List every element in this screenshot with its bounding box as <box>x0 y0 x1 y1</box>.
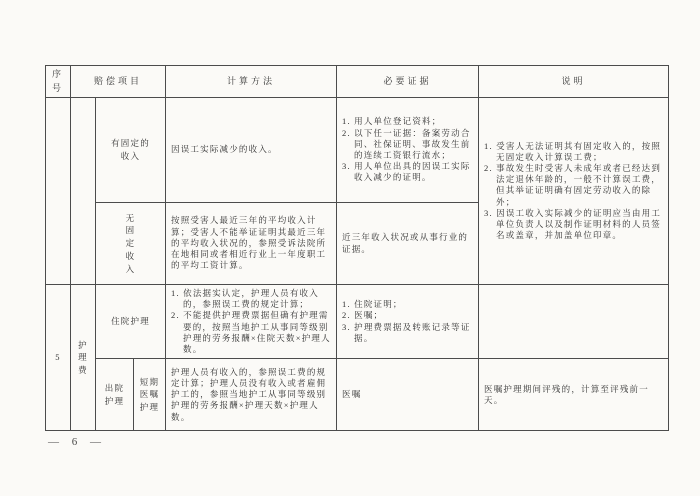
compensation-table <box>45 65 669 431</box>
evidence-item: 1. 住院证明； <box>342 299 403 310</box>
cell-method-fixed-income: 因误工实际减少的收入。 <box>166 98 337 203</box>
cell-label-fixed-income: 有固定的收入 <box>96 98 166 203</box>
col-header-serial <box>46 66 71 98</box>
note-item: 2. 事故发生时受害人未成年或者已经达到法定退休年龄的，一般不计算误工费，但其举证证明确有固定劳动收入的除外； <box>484 162 662 207</box>
cell-label-hospital-nursing: 住院护理 <box>96 285 166 359</box>
cell-note-lost-income <box>479 98 669 285</box>
page-number: — 6 — <box>48 436 106 448</box>
note-item: 1. 受害人无法证明其有固定收入的，按照无固定收入计算误工费； <box>484 140 662 162</box>
cell-category-empty <box>71 98 96 285</box>
cell-category-nursing-fee: 护理费 <box>71 285 96 431</box>
cell-note-hospital-nursing-empty <box>479 285 669 359</box>
cell-serial-5: 5 <box>46 285 71 431</box>
row-fixed-income <box>46 98 669 203</box>
col-header-evidence: 必要证据 <box>337 66 479 98</box>
cell-method-unfixed-income: 按照受害人最近三年的平均收入计算；受害人不能举证证明其最近三年的平均收入状况的，参照受诉法院所在地相同或者相近行业上一年度职工的平均工资计算。 <box>166 203 337 285</box>
cell-label-shortterm-order-nursing: 短期医嘱护理 <box>134 359 166 431</box>
evidence-item: 3. 用人单位出具的因误工实际收入减少的证明。 <box>342 161 471 183</box>
cell-evidence-discharge-nursing: 医嘱 <box>337 359 479 431</box>
note-item: 3. 因误工收入实际减少的证明应当由用工单位负责人以及制作证明材料的人员签名或盖章，并加盖单位印章。 <box>484 207 662 241</box>
cell-label-unfixed-income: 无固定收入 <box>96 203 166 285</box>
cell-method-discharge-nursing: 护理人员有收入的，参照误工费的规定计算；护理人员没有收入或者雇佣护工的，参照当地护工从事同等级别护理的劳务报酬×护理天数×护理人数。 <box>166 359 337 431</box>
col-header-item: 赔偿项目 <box>71 66 166 98</box>
cell-note-discharge-nursing: 医嘱护理期间评残的，计算至评残前一天。 <box>479 359 669 431</box>
cell-serial-empty <box>46 98 71 285</box>
col-header-note: 说明 <box>479 66 669 98</box>
cell-evidence-hospital-nursing <box>337 285 479 359</box>
evidence-item: 1. 用人单位登记资料； <box>342 116 442 127</box>
cell-method-hospital-nursing <box>166 285 337 359</box>
evidence-item: 2. 以下任一证据：备案劳动合同、社保证明、事故发生前的连续工资银行流水； <box>342 127 471 160</box>
row-discharge-nursing <box>46 359 669 431</box>
cell-label-discharge-nursing: 出院护理 <box>96 359 134 431</box>
cell-evidence-fixed-income <box>337 98 479 203</box>
evidence-item: 2. 医嘱； <box>342 310 384 321</box>
method-item: 1. 依法据实认定，护理人员有收入的，参照误工费的规定计算； <box>171 288 319 310</box>
evidence-item: 3. 护理费票据及转账记录等证据。 <box>342 321 471 343</box>
col-header-serial-label: 序号 <box>52 69 65 93</box>
table-header-row <box>46 66 669 98</box>
col-header-method: 计算方法 <box>166 66 337 98</box>
row-hospital-nursing <box>46 285 669 359</box>
cell-evidence-unfixed-income: 近三年收入状况或从事行业的证据。 <box>337 203 479 285</box>
method-item: 2. 不能提供护理费票据但确有护理需要的，按照当地护工从事同等级别护理的劳务报酬×住院天数×护理人数。 <box>171 310 331 355</box>
